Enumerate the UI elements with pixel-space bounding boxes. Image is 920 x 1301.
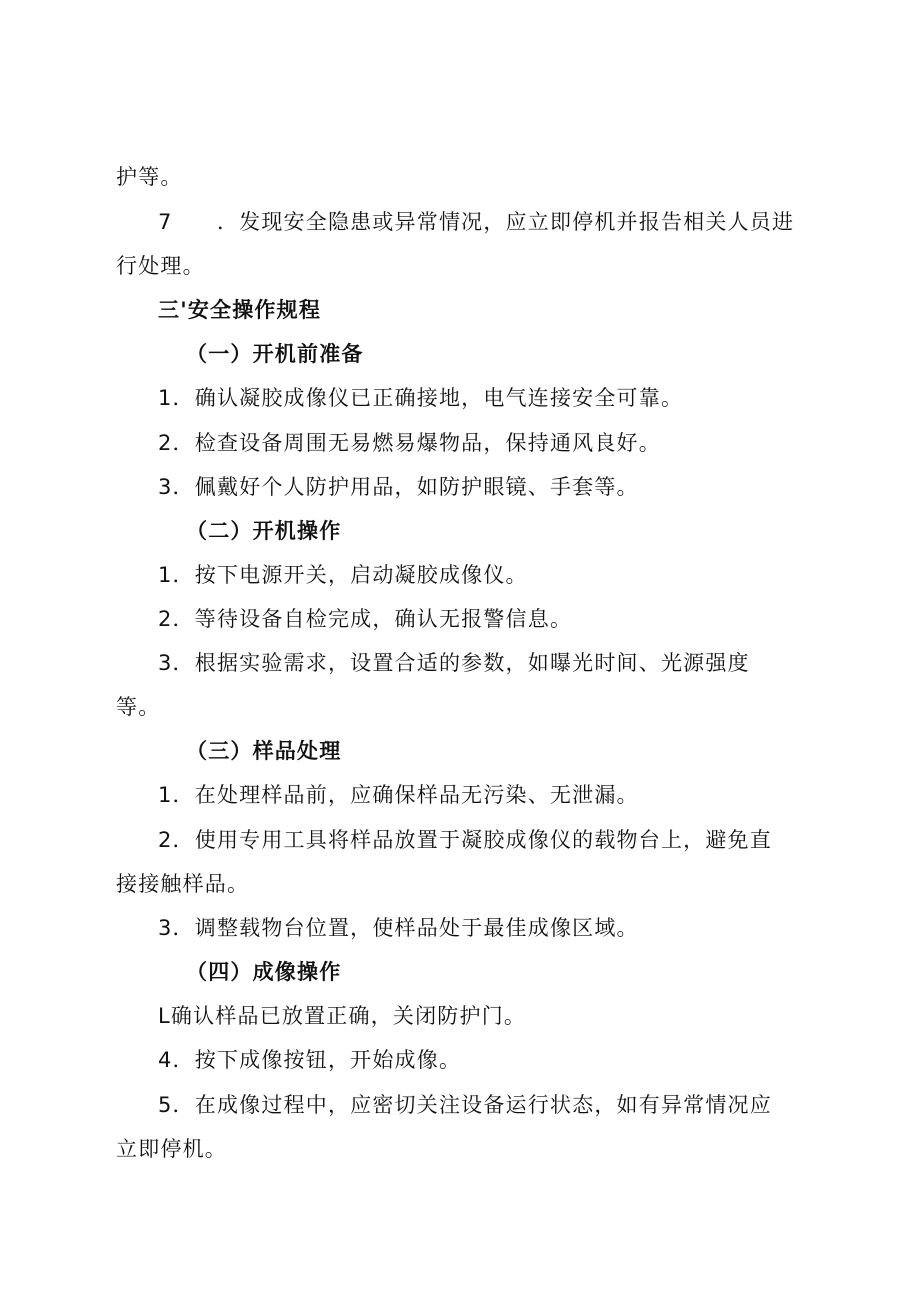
list-item-line: 7 ．发现安全隐患或异常情况，应立即停机并报告相关人员进 — [158, 210, 795, 234]
paragraph-line: 护等。 — [116, 165, 183, 189]
subsection-heading: （三）样品处理 — [186, 739, 342, 763]
paragraph-line: 立即停机。 — [116, 1137, 227, 1161]
list-item-line: 4．按下成像按钮，开始成像。 — [158, 1048, 462, 1072]
list-item-line: 3．调整载物台位置，使样品处于最佳成像区域。 — [158, 916, 639, 940]
subsection-heading: （一）开机前准备 — [186, 342, 364, 366]
list-item-line: 2．使用专用工具将样品放置于凝胶成像仪的载物台上，避免直 — [158, 828, 772, 852]
paragraph-line: 等。 — [116, 695, 161, 719]
list-item-line: 5．在成像过程中，应密切关注设备运行状态，如有异常情况应 — [158, 1093, 772, 1117]
section-heading: 三'安全操作规程 — [158, 298, 322, 322]
subsection-heading: （四）成像操作 — [186, 960, 342, 984]
paragraph-line: 行处理。 — [116, 254, 205, 278]
paragraph-line: 接接触样品。 — [116, 872, 250, 896]
list-item-line: 1．在处理样品前，应确保样品无污染、无泄漏。 — [158, 783, 639, 807]
list-item-line: L确认样品已放置正确，关闭防护门。 — [158, 1004, 527, 1028]
list-item-line: 1．按下电源开关，启动凝胶成像仪。 — [158, 563, 528, 587]
list-item-line: 2．检查设备周围无易燃易爆物品，保持通风良好。 — [158, 431, 661, 455]
list-item-line: 1．确认凝胶成像仪已正确接地，电气连接安全可靠。 — [158, 386, 684, 410]
subsection-heading: （二）开机操作 — [186, 519, 342, 543]
list-item-line: 3．根据实验需求，设置合适的参数，如曝光时间、光源强度 — [158, 651, 750, 675]
list-item-line: 2．等待设备自检完成，确认无报警信息。 — [158, 607, 573, 631]
list-item-line: 3．佩戴好个人防护用品，如防护眼镜、手套等。 — [158, 475, 639, 499]
